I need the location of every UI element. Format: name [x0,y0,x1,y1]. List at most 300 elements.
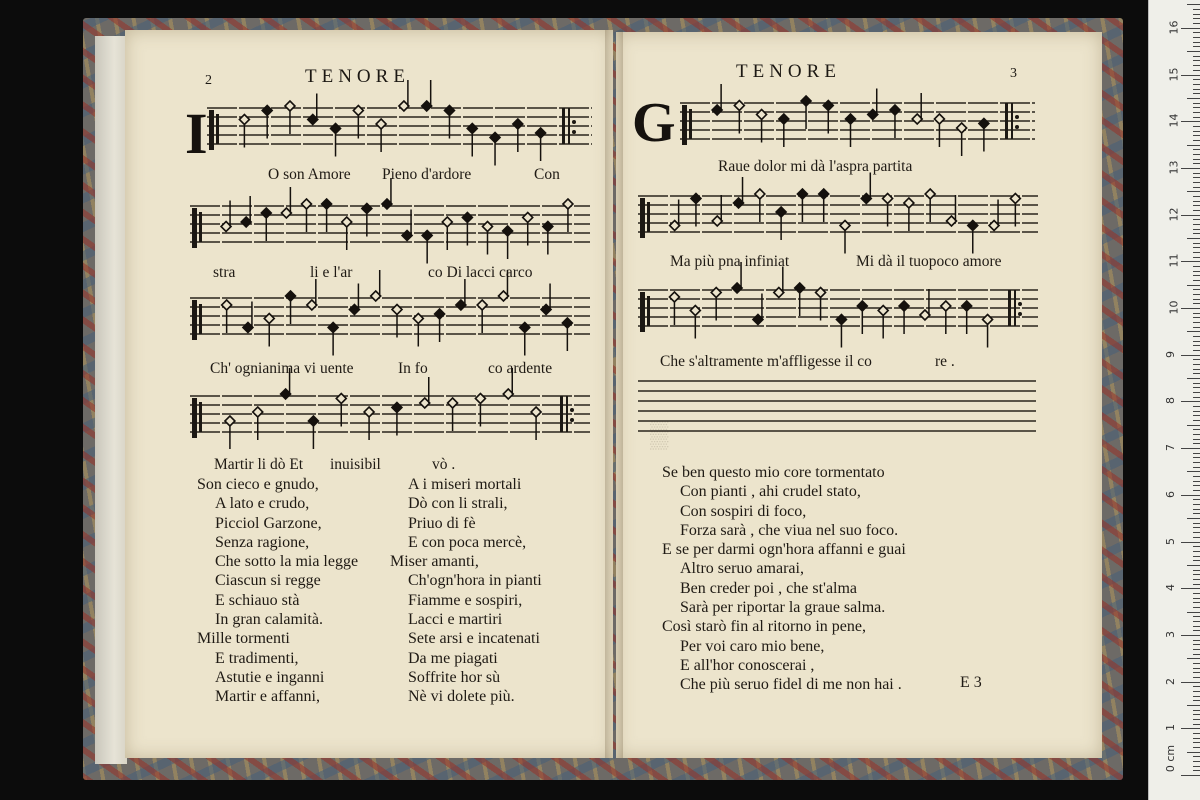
verse-line: Ciascun si regge [215,572,321,590]
ruler-tick [1193,313,1200,314]
ruler-tick [1187,471,1200,472]
ruler-tick [1193,672,1200,673]
verse-line: Fiamme e sospiri, [408,591,523,609]
verse-line: E tradimenti, [215,649,299,667]
ruler-tick [1193,205,1200,206]
music-note [823,101,833,134]
verse-line: Son cieco e gnudo, [197,476,319,493]
ruler-tick [1193,131,1200,132]
verse-line: E schiauo stà [215,591,300,609]
music-note [883,194,893,227]
music-staff-4 [190,388,590,448]
verse-line: Martir e affanni, [215,688,320,706]
ruler-tick [1187,658,1200,659]
lyric-line-2c: co Di lacci carco [428,264,533,281]
ruler-tick [1181,448,1200,449]
ruler-tick [1193,640,1200,641]
ruler-label: 6 [1164,490,1177,498]
ruler-tick [1187,705,1200,706]
ruler-tick [1193,654,1200,655]
ruler-tick [1193,677,1200,678]
ruler-tick [1193,37,1200,38]
ruler-tick [1193,266,1200,267]
ruler-tick [1181,308,1200,309]
lyric-line-3a: Ch' ognianima vi uente [210,360,354,377]
ruler-tick [1181,215,1200,216]
ruler-tick [1193,770,1200,771]
ruler-tick [1193,523,1200,524]
ruler-tick [1193,556,1200,557]
ruler-tick [1193,163,1200,164]
ruler-tick [1193,275,1200,276]
music-note [475,394,485,427]
lyric-line-4c: vò . [432,456,456,473]
staff-svg [190,388,590,448]
ruler-tick [1193,350,1200,351]
staff-svg [680,95,1035,155]
ruler-tick [1193,289,1200,290]
lyric-line-2b: li e l'ar [310,264,353,281]
ruler-tick [1193,79,1200,80]
ruler-tick [1193,117,1200,118]
ruler-tick [1193,766,1200,767]
music-note [734,101,744,134]
ruler-label: 10 [1167,300,1181,315]
verse-line: E se per darmi ogn'hora affanni e guai [662,541,906,559]
ruler-tick [1187,752,1200,753]
verse-line: Con pianti , ahi crudel stato, [680,483,861,501]
ruler-tick [1193,224,1200,225]
ruler-label: 9 [1164,350,1177,358]
music-note [483,222,493,255]
ruler-label: 5 [1164,537,1177,545]
ruler-tick [1193,14,1200,15]
lyric-line-6a: Ma più pna infiniat [670,253,790,270]
music-staff-1 [207,100,592,160]
ruler-tick [1193,724,1200,725]
verse-line: In gran calamità. [215,611,323,629]
ruler-tick [1193,406,1200,407]
ruler-tick [1193,159,1200,160]
ruler-tick [1193,644,1200,645]
ruler-tick [1193,490,1200,491]
ruler-tick [1181,775,1200,776]
ruler-tick [1193,560,1200,561]
ruler-tick [1187,238,1200,239]
ruler-tick [1193,387,1200,388]
ruler-tick [1193,173,1200,174]
verse-line: Ben creder poi , che st'alma [680,579,858,597]
ruler-tick [1187,145,1200,146]
music-note [462,213,472,246]
ruler-label: 2 [1164,677,1177,685]
ruler-label: 1 [1164,724,1177,732]
ruler-tick [1193,257,1200,258]
ruler-tick [1193,443,1200,444]
ruler-tick [1193,187,1200,188]
measurement-ruler [1148,0,1200,800]
music-note [243,302,253,333]
verse-line: Se ben questo mio core tormentato [662,464,885,481]
ruler-tick [1193,229,1200,230]
ruler-tick [1193,46,1200,47]
music-note [392,305,402,338]
verse-line: Picciol Garzone, [215,514,322,532]
ruler-label: 13 [1167,160,1181,175]
lyric-line-1b: Pieno d'ardore [382,166,472,183]
verse-line: Senza ragione, [215,533,310,551]
ruler-tick [1193,341,1200,342]
ruler-tick [1193,65,1200,66]
ruler-tick [1193,481,1200,482]
ruler-tick [1181,28,1200,29]
ruler-tick [1181,168,1200,169]
ruler-tick [1187,331,1200,332]
ruler-tick [1193,303,1200,304]
lyric-line-4a: Martir li dò Et [214,456,304,473]
verse-line: A lato e crudo, [215,495,310,513]
ruler-tick [1193,60,1200,61]
ruler-tick [1187,518,1200,519]
ruler-tick [1193,373,1200,374]
verse-line: Che più seruo fidel di me non hai . [680,676,902,694]
ruler-tick [1193,467,1200,468]
ruler-tick [1193,233,1200,234]
music-note [264,314,274,347]
music-note [239,115,249,148]
ruler-label: 4 [1164,584,1177,592]
ruler-tick [1193,649,1200,650]
ruler-tick [1193,154,1200,155]
right-verse [662,463,906,695]
music-staff-2 [190,198,590,258]
ruler-tick [1193,135,1200,136]
ruler-tick [1187,191,1200,192]
music-staff-5 [680,95,1035,155]
music-note [757,110,767,143]
bleed-through-text: ▒ [650,420,669,449]
music-note [523,213,533,246]
ruler-tick [1193,359,1200,360]
lyric-line-1a: O son Amore [268,166,351,183]
ruler-tick [1193,345,1200,346]
ruler-tick [1193,593,1200,594]
ruler-tick [1193,112,1200,113]
music-note [331,124,341,157]
ruler-tick [1181,728,1200,729]
verse-line: Ch'ogn'hora in pianti [408,572,542,590]
music-note [543,222,553,255]
ruler-tick [1193,364,1200,365]
ruler-tick [1193,462,1200,463]
ruler-tick [1193,598,1200,599]
ruler-tick [1181,261,1200,262]
lyric-line-1c: Con [534,166,560,183]
ruler-tick [1193,742,1200,743]
verse-line: E con poca mercè, [408,533,527,551]
ruler-tick [1193,271,1200,272]
music-note [816,288,826,321]
ruler-label: 7 [1164,444,1177,452]
ruler-label: 15 [1167,67,1181,81]
ruler-tick [1187,4,1200,5]
ruler-tick [1187,98,1200,99]
ruler-tick [1193,551,1200,552]
verse-line: Altro seruo amarai, [680,560,804,578]
ruler-label: 11 [1167,253,1181,268]
verse-line: A i miseri mortali [408,476,522,493]
ruler-tick [1193,201,1200,202]
ruler-tick [1193,574,1200,575]
ruler-tick [1193,537,1200,538]
ruler-tick [1187,285,1200,286]
ruler-tick [1193,499,1200,500]
ruler-tick [1193,616,1200,617]
verse-line: Nè vi dolete più. [408,688,515,706]
ruler-tick [1193,299,1200,300]
lyric-line-2a: stra [213,264,236,281]
left-initial-letter: I [185,101,208,166]
ruler-tick [1193,513,1200,514]
signature-mark: E 3 [960,674,982,691]
music-note [467,124,477,157]
verse-line: Da me piagati [408,649,498,667]
music-staff-3 [190,290,590,350]
verse-line: Che sotto la mia legge [215,553,359,571]
right-initial-letter: G [632,92,676,154]
ruler-tick [1193,415,1200,416]
ruler-tick [1193,177,1200,178]
music-note [878,306,888,339]
right-page-number: 3 [1010,66,1017,81]
ruler-tick [1193,322,1200,323]
verse-line: Sete arsi e incatenati [408,630,540,648]
ruler-tick [1193,719,1200,720]
ruler-tick [1193,56,1200,57]
ruler-tick [1193,210,1200,211]
verse-line: Priuo di fè [408,514,476,532]
music-note [690,306,700,339]
right-page-header: TENORE [736,61,841,82]
ruler-tick [1193,42,1200,43]
ruler-tick [1193,570,1200,571]
ruler-tick [1193,89,1200,90]
ruler-tick [1193,219,1200,220]
ruler-tick [1193,243,1200,244]
ruler-tick [1187,378,1200,379]
ruler-tick [1193,453,1200,454]
music-note [241,196,251,227]
ruler-tick [1193,457,1200,458]
staff-svg [207,100,592,160]
ruler-tick [1181,121,1200,122]
ruler-label: 3 [1164,630,1177,638]
left-page-header: TENORE [305,66,410,87]
ruler-tick [1193,626,1200,627]
ruler-tick [1193,630,1200,631]
lyric-line-7a: Che s'altramente m'affligesse il co [660,353,872,370]
ruler-tick [1181,542,1200,543]
ruler-tick [1193,602,1200,603]
staff-svg [638,282,1038,342]
verse-line: Per voi caro mio bene, [680,637,825,655]
ruler-label: 16 [1167,20,1181,35]
ruler-tick [1193,93,1200,94]
ruler-tick [1187,565,1200,566]
ruler-tick [1193,252,1200,253]
ruler-tick [1181,635,1200,636]
ruler-tick [1193,756,1200,757]
binding-strip [95,36,127,764]
verse-line: Sarà per riportar la graue salma. [680,599,886,617]
ruler-tick [1193,733,1200,734]
ruler-tick [1193,420,1200,421]
ruler-tick [1193,84,1200,85]
ruler-tick [1193,196,1200,197]
ruler-tick [1187,51,1200,52]
ruler-tick [1193,126,1200,127]
ruler-tick [1193,434,1200,435]
ruler-tick [1193,584,1200,585]
ruler-tick [1193,383,1200,384]
ruler-tick [1193,18,1200,19]
ruler-tick [1193,182,1200,183]
music-staff-6 [638,188,1038,248]
ruler-tick [1193,429,1200,430]
ruler-tick [1181,495,1200,496]
ruler-tick [1193,710,1200,711]
music-note [670,200,680,231]
music-note [392,403,402,436]
ruler-label: 8 [1164,397,1177,405]
music-note [444,106,454,139]
ruler-tick [1193,397,1200,398]
lyric-line-7b: re . [935,353,955,370]
left-page-number: 2 [205,73,212,88]
ruler-tick [1193,527,1200,528]
music-note [753,294,763,325]
music-note [413,314,423,347]
ruler-tick [1187,612,1200,613]
ruler-tick [1193,103,1200,104]
ruler-tick [1193,327,1200,328]
music-note [353,106,363,139]
ruler-tick [1193,392,1200,393]
music-note [691,194,701,227]
verse-line: Soffrite hor sù [408,668,501,686]
lyric-line-3c: co ardente [488,360,553,377]
ruler-tick [1193,691,1200,692]
ruler-tick [1193,509,1200,510]
ruler-tick [1181,682,1200,683]
ruler-tick [1193,696,1200,697]
music-note [946,195,956,226]
lyric-line-6b: Mi dà il tuopoco amore [856,253,1002,270]
left-verse-column-1 [197,475,358,707]
ruler-tick [1193,70,1200,71]
ruler-tick [1181,401,1200,402]
ruler-tick [1193,476,1200,477]
verse-line: Astutie e inganni [215,668,325,686]
ruler-tick [1181,355,1200,356]
ruler-tick [1193,32,1200,33]
ruler-tick [1193,668,1200,669]
ruler-tick [1181,75,1200,76]
ruler-tick [1193,149,1200,150]
music-note [362,204,372,237]
ruler-unit-label: 0 cm [1164,744,1178,773]
ruler-tick [1193,607,1200,608]
verse-line: Miser amanti, [390,553,479,571]
ruler-tick [1193,700,1200,701]
ruler-tick [1193,411,1200,412]
music-note [1010,194,1020,227]
ruler-tick [1193,140,1200,141]
verse-line: Dò con li strali, [408,495,508,513]
ruler-tick [1193,663,1200,664]
ruler-tick [1193,107,1200,108]
music-note [711,288,721,321]
ruler-tick [1193,247,1200,248]
ruler-label: 12 [1167,207,1181,222]
verse-line: Forza sarà , che viua nel suo foco. [680,521,899,539]
ruler-tick [1193,738,1200,739]
ruler-tick [1193,714,1200,715]
ruler-tick [1193,23,1200,24]
music-note [912,93,922,124]
ruler-label: 14 [1167,113,1181,128]
ruler-tick [1193,532,1200,533]
ruler-tick [1193,621,1200,622]
verse-line: Con sospiri di foco, [680,502,807,520]
staff-svg [190,198,590,258]
staff-svg [190,290,590,350]
music-note [221,201,231,232]
left-verse-column-2 [390,475,542,707]
ruler-tick [1187,425,1200,426]
music-note [336,394,346,427]
staff-svg [638,188,1038,248]
music-note [979,119,989,152]
ruler-tick [1193,369,1200,370]
ruler-tick [1193,686,1200,687]
verse-line: E all'hor conoscerai , [680,656,815,674]
empty-staff-lines [638,378,1038,442]
music-note [989,200,999,231]
ruler-tick [1193,439,1200,440]
verse-line: Lacci e martiri [408,611,503,629]
verse-line: Così starò fin al ritorno in pene, [662,618,866,636]
ruler-tick [1193,317,1200,318]
ruler-tick [1193,546,1200,547]
lyric-line-5: Raue dolor mi dà l'aspra partita [718,158,913,175]
book-gutter [605,30,623,758]
ruler-tick [1193,294,1200,295]
lyric-line-4b: inuisibil [330,456,381,473]
ruler-tick [1193,9,1200,10]
ruler-tick [1181,588,1200,589]
lyric-line-3b: In fo [398,360,428,377]
ruler-tick [1193,280,1200,281]
ruler-tick [1193,504,1200,505]
ruler-tick [1193,579,1200,580]
ruler-tick [1193,761,1200,762]
verse-line: Mille tormenti [197,630,290,648]
ruler-tick [1193,747,1200,748]
music-note [712,195,722,226]
ruler-tick [1193,485,1200,486]
music-staff-7 [638,282,1038,342]
